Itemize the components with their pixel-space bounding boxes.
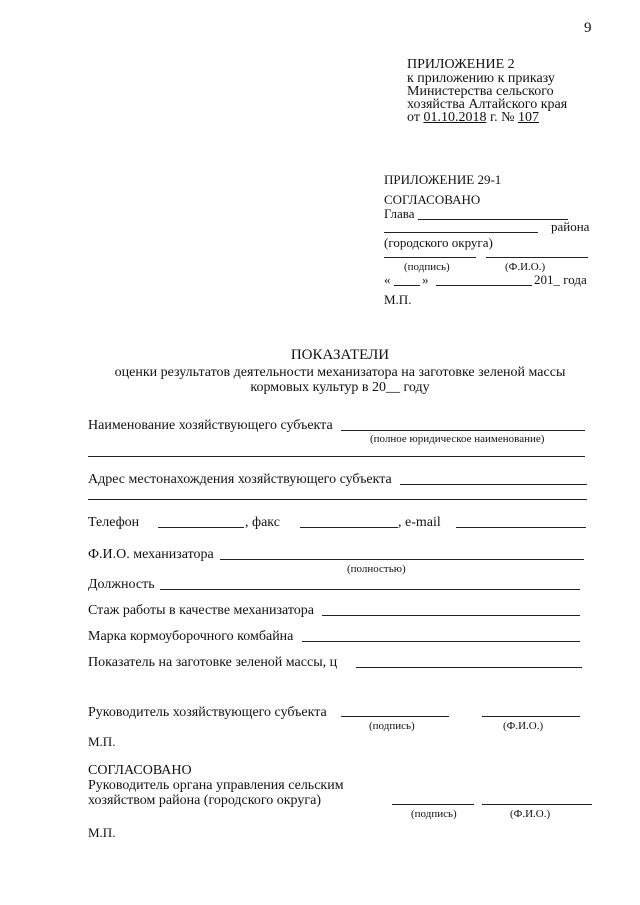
appendix-date-line [407, 110, 539, 125]
email-label: , e-mail [398, 515, 441, 530]
entity-head-label: Руководитель хозяйствующего субъекта [88, 705, 327, 720]
date-quote-close: » [422, 272, 429, 287]
fax-field[interactable] [300, 527, 398, 528]
appendix-title: ПРИЛОЖЕНИЕ 2 [407, 57, 515, 72]
page-number: 9 [584, 20, 592, 36]
entity-name-field[interactable] [341, 430, 585, 431]
appendix-29-1: ПРИЛОЖЕНИЕ 29-1 [384, 172, 502, 187]
approval-signature-line [384, 257, 476, 258]
approval-fio-caption: (Ф.И.О.) [505, 261, 546, 273]
entity-head-signature-line[interactable] [341, 716, 449, 717]
entity-head-fio-line[interactable] [482, 716, 580, 717]
appendix-line-1: к приложению к приказу [407, 71, 555, 86]
authority-signature-line[interactable] [392, 804, 474, 805]
address-field[interactable] [400, 484, 587, 485]
date-quote-open: « [384, 272, 391, 287]
date-prefix: от [407, 110, 424, 125]
experience-field[interactable] [322, 615, 580, 616]
operator-fio-field[interactable] [220, 559, 584, 560]
appendix-line-3: хозяйства Алтайского края [407, 97, 568, 112]
position-label: Должность [88, 577, 155, 592]
district-label: района [551, 219, 590, 234]
head-label: Глава [384, 206, 415, 221]
approval-stamp: М.П. [384, 292, 412, 307]
position-field[interactable] [160, 589, 580, 590]
authority-stamp: М.П. [88, 825, 116, 840]
head-fill-line [418, 219, 568, 220]
city-district-label: (городского округа) [384, 235, 493, 250]
fax-label: , факс [245, 515, 280, 530]
entity-stamp: М.П. [88, 734, 116, 749]
experience-label: Стаж работы в качестве механизатора [88, 603, 314, 618]
entity-signature-caption: (подпись) [369, 720, 415, 732]
approval-signature-caption: (подпись) [404, 261, 450, 273]
authority-line-1: Руководитель органа управления сельским [88, 778, 344, 793]
title-heading: ПОКАЗАТЕЛИ [290, 347, 390, 363]
authority-agreed: СОГЛАСОВАНО [88, 763, 192, 778]
district-fill-line [384, 232, 538, 233]
email-field[interactable] [456, 527, 586, 528]
address-label: Адрес местонахождения хозяйствующего субъекта [88, 472, 392, 487]
authority-fio-caption: (Ф.И.О.) [510, 808, 551, 820]
address-field-2[interactable] [88, 499, 587, 500]
harvester-model-field[interactable] [302, 641, 580, 642]
authority-line-2: хозяйством района (городского округа) [88, 793, 321, 808]
year-suffix: 201_ года [534, 272, 587, 287]
operator-fio-caption: (полностью) [347, 563, 406, 575]
phone-label: Телефон [88, 515, 140, 530]
indicator-label: Показатель на заготовке зеленой массы, ц [88, 655, 338, 670]
approval-fio-line [486, 257, 588, 258]
entity-fio-caption: (Ф.И.О.) [503, 720, 544, 732]
authority-signature-caption: (подпись) [411, 808, 457, 820]
order-date: 01.10.2018 [423, 110, 487, 125]
harvester-model-label: Марка кормоуборочного комбайна [88, 629, 294, 644]
entity-name-label: Наименование хозяйствующего субъекта [88, 418, 333, 433]
date-suffix: г. № [486, 110, 518, 125]
authority-fio-line[interactable] [482, 804, 592, 805]
operator-fio-label: Ф.И.О. механизатора [88, 547, 214, 562]
month-fill-line [436, 285, 532, 286]
entity-name-caption: (полное юридическое наименование) [370, 433, 545, 445]
appendix-line-2: Министерства сельского [407, 84, 554, 99]
order-number: 107 [517, 110, 539, 125]
phone-field[interactable] [158, 527, 244, 528]
entity-name-field-2[interactable] [88, 456, 585, 457]
title-line-2: кормовых культур в 20__ году [250, 380, 430, 395]
day-fill-line [394, 285, 420, 286]
approval-agreed: СОГЛАСОВАНО [384, 192, 481, 207]
title-line-1: оценки результатов деятельности механизатора на заготовке зеленой массы [114, 365, 566, 380]
indicator-field[interactable] [356, 667, 582, 668]
